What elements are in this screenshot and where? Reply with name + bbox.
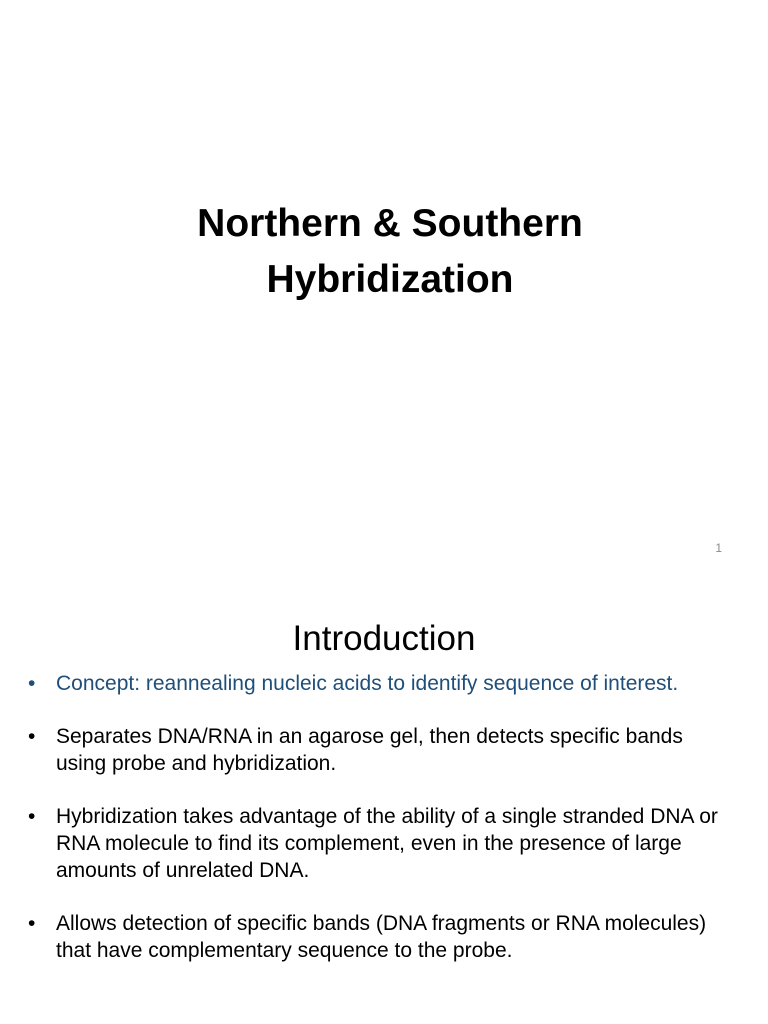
slide-title-line-2: Hybridization xyxy=(266,258,514,301)
bullet-text: Hybridization takes advantage of the ability of a single stranded DNA or RNA molecule to find its complement, even in the presence of large amounts of unrelated DNA. xyxy=(56,805,718,882)
bullet-text: Separates DNA/RNA in an agarose gel, then detects specific bands using probe and hybridization. xyxy=(56,725,683,775)
bullet-icon: • xyxy=(28,672,36,695)
slide-title xyxy=(0,196,768,308)
slide-title: Introduction xyxy=(292,619,476,658)
bullet-icon: • xyxy=(28,912,36,935)
bullet-icon: • xyxy=(28,725,36,748)
slide-2 xyxy=(0,576,768,1024)
bullet-item xyxy=(28,723,738,777)
slide-number: 1 xyxy=(715,541,722,555)
slide-title-line-1: Northern & Southern xyxy=(197,202,583,245)
bullet-item xyxy=(28,670,738,697)
bullet-item xyxy=(28,910,738,964)
bullet-list xyxy=(28,670,738,990)
bullet-item xyxy=(28,803,738,884)
bullet-text: Concept: reannealing nucleic acids to identify sequence of interest. xyxy=(56,672,679,695)
bullet-icon: • xyxy=(28,805,36,828)
bullet-text: Allows detection of specific bands (DNA fragments or RNA molecules) that have complementary sequence to the probe. xyxy=(56,912,707,962)
